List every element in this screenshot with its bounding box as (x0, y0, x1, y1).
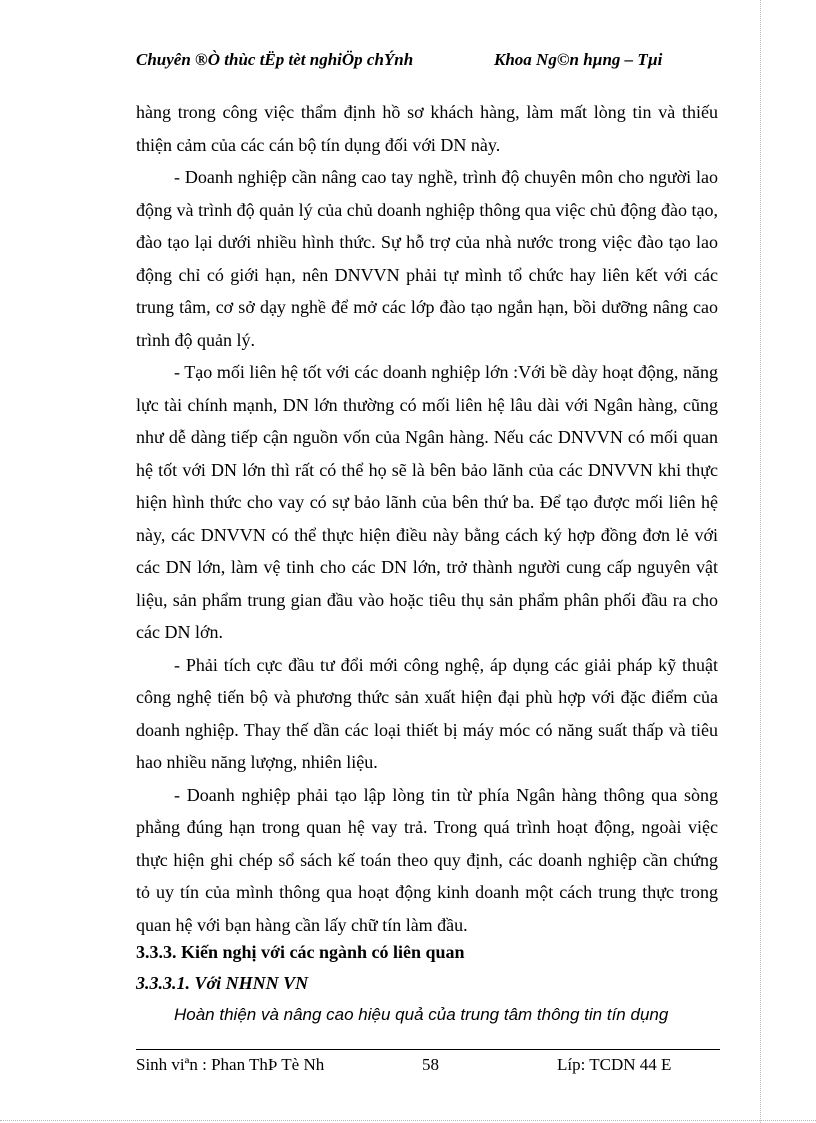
section-heading-3331: 3.3.3.1. Với NHNN VN (136, 973, 309, 993)
paragraph-training: - Doanh nghiệp cần nâng cao tay nghề, trình độ chuyên môn cho người lao động và trình độ quản lý của chủ doanh nghiệp thông qua việc chủ động đào tạo, đào tạo lại dưới nhiều hình thức. Sự hỗ trợ của nhà nước trong việc đào tạo lao động chỉ có giới hạn, nên DNVVN phải tự mình tổ chức hay liên kết với các trung tâm, cơ sở dạy nghề để mở các lớp đào tạo ngắn hạn, bồi dưỡng nâng cao trình độ quản lý. (136, 167, 718, 350)
paragraph-continuation: hàng trong công việc thẩm định hồ sơ khách hàng, làm mất lòng tin và thiếu thiện cảm của các cán bộ tín dụng đối với DN này. (136, 102, 718, 155)
body-text (136, 96, 718, 941)
section-heading-333: 3.3.3. Kiến nghị với các ngành có liên quan (136, 942, 465, 962)
footer-student-name: Sinh viªn : Phan ThÞ Tè Nh (136, 1055, 325, 1074)
page-border-right (760, 0, 761, 1123)
footer-divider (136, 1049, 720, 1050)
paragraph-technology: - Phải tích cực đầu tư đổi mới công nghệ, áp dụng các giải pháp kỹ thuật công nghệ tiến bộ và phương thức sản xuất hiện đại phù hợp với đặc điểm của doanh nghiệp. Thay thế dần các loại thiết bị máy móc có năng suất thấp và tiêu hao nhiều năng lượng, nhiên liệu. (136, 654, 718, 772)
header-left-title: Chuyên ®Ò thùc tËp tèt nghiÖp chÝnh (136, 50, 414, 69)
paragraph-large-enterprises: - Tạo mối liên hệ tốt với các doanh nghiệp lớn :Với bề dày hoạt động, năng lực tài chính mạnh, DN lớn thường có mối liên hệ lâu dài với Ngân hàng, cũng như dễ dàng tiếp cận nguồn vốn của Ngân hàng. Nếu các DNVVN có mối quan hệ tốt với DN lớn thì rất có thể họ sẽ là bên bảo lãnh của các DNVVN khi thực hiện hình thức cho vay có sự bảo lãnh của bên thứ ba. Để tạo được mối liên hệ này, các DNVVN có thể thực hiện điều này bằng cách ký hợp đồng đơn lẻ với các DN lớn, làm vệ tinh cho các DN lớn, trở thành người cung cấp nguyên vật liệu, sản phẩm trung gian đầu vào hoặc tiêu thụ sản phẩm phân phối đầu ra cho các DN lớn. (136, 362, 718, 642)
page-border-bottom (0, 1120, 816, 1121)
footer-class: Líp: TCDN 44 E (557, 1055, 672, 1074)
header-right-faculty: Khoa Ng©n hµng – Tµi (494, 50, 663, 69)
paragraph-trust: - Doanh nghiệp phải tạo lập lòng tin từ phía Ngân hàng thông qua sòng phẳng đúng hạn trong quan hệ vay trả. Trong quá trình hoạt động, ngoài việc thực hiện ghi chép sổ sách kế toán theo quy định, các doanh nghiệp cần chứng tỏ uy tín của mình thông qua hoạt động kinh doanh một cách trung thực trong quan hệ với bạn hàng cần lấy chữ tín làm đầu. (136, 784, 718, 935)
footer-page-number: 58 (422, 1055, 439, 1074)
section-subtitle: Hoàn thiện và nâng cao hiệu quả của trung tâm thông tin tín dụng (174, 1005, 669, 1024)
